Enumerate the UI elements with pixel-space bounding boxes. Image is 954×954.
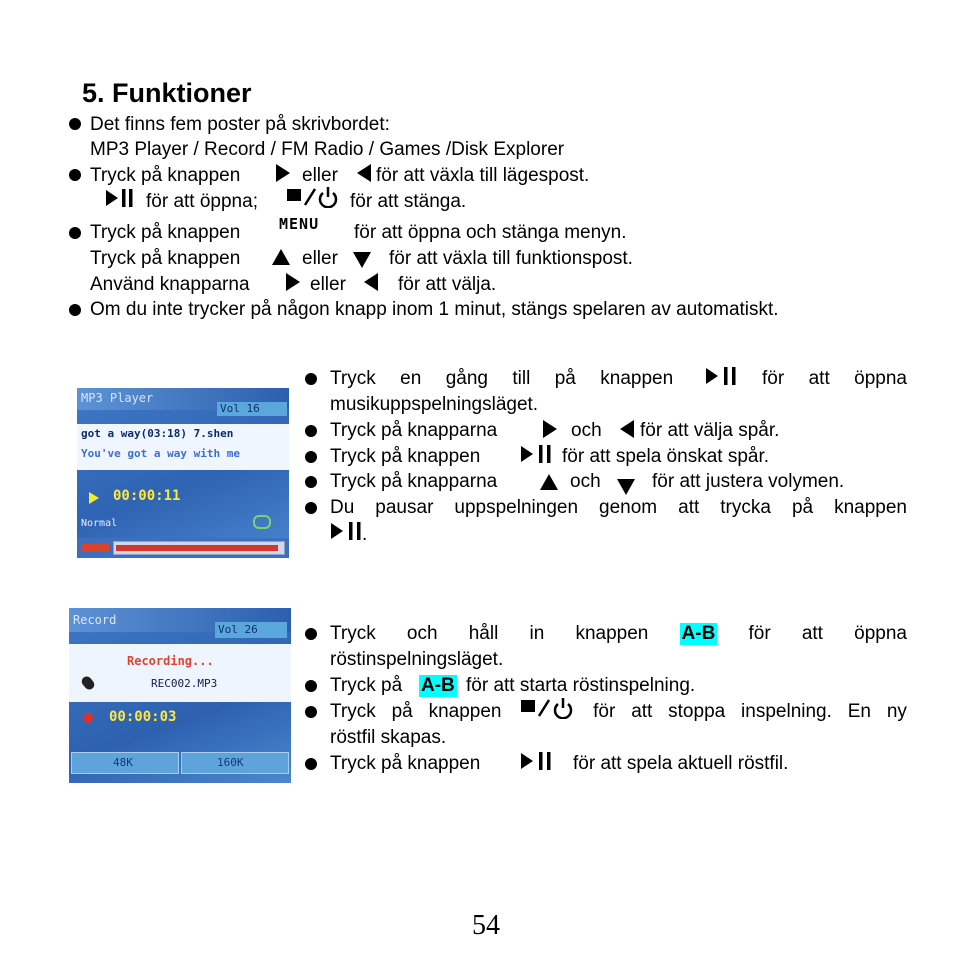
- stop-power-icon: [286, 186, 342, 208]
- record-b1_words-word: knappen: [575, 623, 649, 644]
- record-b1_words-word: håll: [468, 623, 499, 644]
- mp3-b3-text-a: Tryck på knappen: [330, 446, 481, 467]
- mp3-b5_words-word: på: [791, 497, 814, 518]
- intro-b1-line2: MP3 Player / Record / FM Radio / Games /Disk Explorer: [90, 139, 565, 160]
- intro-b1-line1: Det finns fem poster på skrivbordet:: [90, 114, 390, 135]
- mp3-b5_words-word: genom: [599, 497, 658, 518]
- left-arrow-icon: [357, 164, 371, 182]
- record-screen-status: Recording...: [127, 654, 214, 668]
- record-b3_words-word: på: [391, 701, 413, 722]
- record-screen-rate2: 160K: [217, 756, 244, 769]
- intro-b3-text-e: för att växla till funktionspost.: [389, 248, 633, 269]
- down-arrow-icon: [353, 252, 371, 268]
- bullet: [69, 227, 81, 239]
- mp3-b5-end: .: [362, 524, 368, 545]
- repeat-icon: [253, 515, 271, 529]
- bullet: [305, 680, 317, 692]
- mp3-screen-title: MP3 Player: [81, 391, 154, 405]
- record-dot-icon: [83, 713, 93, 723]
- intro-b2-text-e: för att stänga.: [350, 191, 467, 212]
- bullet: [305, 758, 317, 770]
- record-b1_words-word: att: [801, 623, 823, 644]
- record-b1-line2: röstinspelningsläget.: [330, 649, 504, 670]
- mp3-b2-text-b: och: [571, 420, 602, 441]
- mp3-b1_words-word: på: [554, 368, 576, 389]
- mp3-b2-text-a: Tryck på knapparna: [330, 420, 498, 441]
- progress-label-block: [81, 544, 109, 552]
- progress-track: [113, 541, 285, 555]
- record-b2-text-a: Tryck på: [330, 675, 403, 696]
- mp3-screen-vol: Vol 16: [220, 402, 260, 415]
- play-pause-icon: [520, 751, 554, 771]
- bullet: [305, 706, 317, 718]
- bullet: [305, 425, 317, 437]
- intro-b4-text: Om du inte trycker på någon knapp inom 1 minut, stängs spelaren av automatiskt.: [90, 299, 779, 320]
- record-b3-line1: [330, 701, 907, 723]
- right-arrow-icon: [276, 164, 290, 182]
- mp3-b1_words-word: Tryck: [330, 368, 376, 389]
- record-b3-line2: röstfil skapas.: [330, 727, 447, 748]
- mp3-b1_words-word: gång: [445, 368, 488, 389]
- mp3-b1_words-word: för: [762, 368, 785, 389]
- bullet: [305, 628, 317, 640]
- mp3-player-screenshot: [77, 388, 289, 558]
- record-screen-file: REC002.MP3: [151, 677, 218, 690]
- bullet: [305, 476, 317, 488]
- record-b3_words-word: Tryck: [330, 701, 376, 722]
- left-arrow-icon: [620, 420, 634, 438]
- intro-b2-text-b: eller: [302, 165, 338, 186]
- mp3-b1_words-word: knappen: [600, 368, 674, 389]
- up-arrow-icon: [540, 474, 558, 490]
- up-arrow-icon: [272, 249, 290, 265]
- section-heading: 5. Funktioner: [82, 78, 252, 108]
- menu-button-label: MENU: [279, 215, 320, 233]
- mp3-b1-line2: musikuppspelningsläget.: [330, 394, 539, 415]
- stop-power-icon: [520, 697, 578, 719]
- record-b3_words-word: knappen: [428, 701, 502, 722]
- record-b3_words-word: ny: [886, 701, 907, 722]
- bullet: [69, 304, 81, 316]
- progress-fill: [116, 545, 278, 551]
- record-b1_words-word: för: [748, 623, 771, 644]
- mp3-b1_words-word: till: [512, 368, 531, 389]
- mp3-b1_words-word: att: [808, 368, 830, 389]
- mp3-b4-text-a: Tryck på knapparna: [330, 471, 498, 492]
- intro-b2-text-c: för att växla till lägespost.: [376, 165, 590, 186]
- mp3-b3-text-b: för att spela önskat spår.: [562, 446, 770, 467]
- mp3-b1-line1: [330, 368, 907, 390]
- play-icon: [89, 492, 99, 504]
- mp3-screen-mode: Normal: [81, 518, 118, 529]
- record-screen-title: Record: [73, 613, 117, 627]
- mp3-screen-lyric: You've got a way with me: [81, 447, 240, 460]
- record-b1-line1: [330, 623, 907, 645]
- record-b3_words-word: att: [631, 701, 653, 722]
- right-arrow-icon: [286, 273, 300, 291]
- mp3-screen-track: got a way(03:18) 7.shen: [81, 427, 234, 440]
- record-b1_words-word: in: [529, 623, 545, 644]
- record-b1_words-word: A-B: [681, 623, 716, 644]
- intro-b3-text-g: eller: [310, 274, 346, 295]
- record-b4-text-a: Tryck på knappen: [330, 753, 481, 774]
- mp3-b1_words-word: öppna: [854, 368, 907, 389]
- record-info-panel: [69, 644, 291, 702]
- mp3-b5_words-word: pausar: [375, 497, 434, 518]
- page-number: 54: [472, 910, 500, 941]
- record-b1_words-word: och: [406, 623, 438, 644]
- mp3-b5_words-word: knappen: [834, 497, 907, 518]
- play-pause-icon: [105, 188, 135, 208]
- record-b3_words-word: inspelning.: [741, 701, 832, 722]
- intro-b3-text-f: Använd knapparna: [90, 274, 250, 295]
- intro-b3-text-a: Tryck på knappen: [90, 222, 241, 243]
- mp3-b5_words-word: trycka: [720, 497, 771, 518]
- mp3-b5_words-word: Du: [330, 497, 355, 518]
- play-pause-icon: [520, 444, 554, 464]
- bullet: [69, 169, 81, 181]
- mp3-b4-text-c: för att justera volymen.: [652, 471, 845, 492]
- play-pause-icon: [705, 366, 739, 386]
- intro-b2-text-a: Tryck på knappen: [90, 165, 241, 186]
- intro-b3-text-h: för att välja.: [398, 274, 497, 295]
- left-arrow-icon: [364, 273, 378, 291]
- bullet: [69, 118, 81, 130]
- bullet: [305, 502, 317, 514]
- intro-b3-text-b: för att öppna och stänga menyn.: [354, 222, 627, 243]
- mp3-b5_words-word: att: [678, 497, 700, 518]
- down-arrow-icon: [617, 479, 635, 495]
- right-arrow-icon: [543, 420, 557, 438]
- record-screen-vol: Vol 26: [218, 623, 258, 636]
- mp3-b2-text-c: för att välja spår.: [640, 420, 780, 441]
- record-b3_words-word: stoppa: [668, 701, 726, 722]
- intro-b3-text-c: Tryck på knappen: [90, 248, 241, 269]
- record-screen-time: 00:00:03: [109, 709, 177, 725]
- record-b2-text-b: för att starta röstinspelning.: [466, 675, 696, 696]
- intro-b2-text-d: för att öppna;: [146, 191, 258, 212]
- mp3-screen-time: 00:00:11: [113, 488, 181, 504]
- record-b4-text-b: för att spela aktuell röstfil.: [573, 753, 789, 774]
- record-b1_words-word: öppna: [854, 623, 907, 644]
- ab-button-label: A-B: [421, 675, 455, 696]
- mp3-b5_words-word: uppspelningen: [454, 497, 579, 518]
- record-b3_words-word: för: [593, 701, 616, 722]
- play-pause-icon: [330, 521, 364, 541]
- mp3-b4-text-b: och: [570, 471, 601, 492]
- record-screenshot: [69, 608, 291, 783]
- record-b1_words-word: Tryck: [330, 623, 376, 644]
- intro-b3-text-d: eller: [302, 248, 338, 269]
- record-b3_words-word: En: [847, 701, 871, 722]
- bullet: [305, 373, 317, 385]
- mp3-b1_words-word: en: [400, 368, 422, 389]
- mp3-b5-line1: [330, 497, 907, 519]
- bullet: [305, 451, 317, 463]
- record-screen-rate1: 48K: [113, 756, 133, 769]
